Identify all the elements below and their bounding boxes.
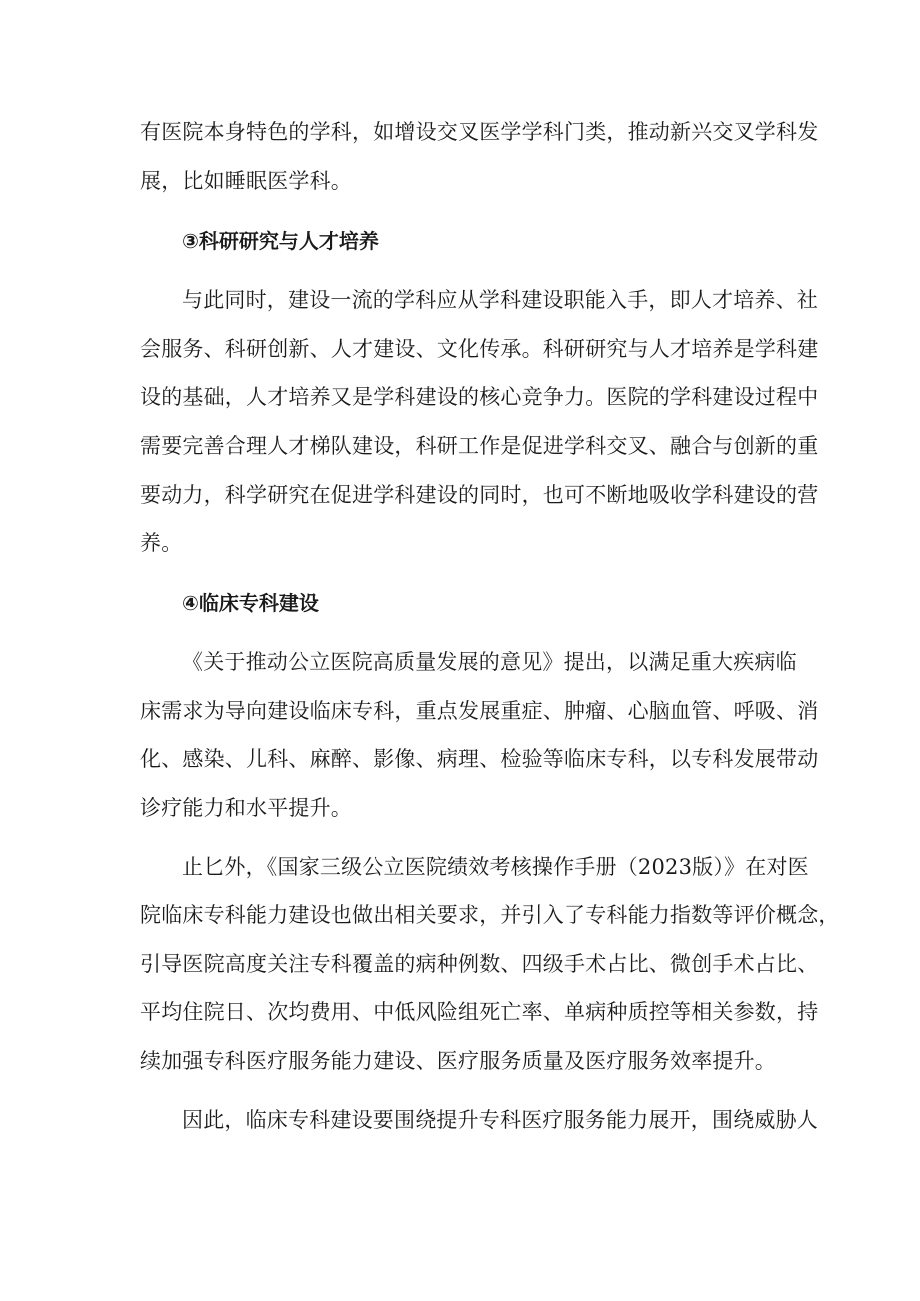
paragraph-line: 因此，临床专科建设要围绕提升专科医疗服务能力展开，围绕威胁人 [182, 1108, 818, 1132]
paragraph-line: 需要完善合理人才梯队建设，科研工作是促进学科交叉、融合与创新的重 [140, 434, 819, 458]
paragraph-line: 续加强专科医疗服务能力建设、医疗服务质量及医疗服务效率提升。 [140, 1049, 776, 1073]
paragraph-line: 与此同时，建设一流的学科应从学科建设职能入手，即人才培养、社 [182, 288, 818, 312]
paragraph-line: 有医院本身特色的学科，如增设交叉医学学科门类，推动新兴交叉学科发 [140, 120, 819, 144]
paragraph-line: 止匕外，《国家三级公立医院绩效考核操作手册（2023版）》在对医 [182, 855, 809, 879]
paragraph-line: 化、感染、儿科、麻醉、影像、病理、检验等临床专科，以专科发展带动 [140, 747, 819, 771]
section-heading: ③科研研究与人才培养 [182, 229, 379, 253]
paragraph-line: 平均住院日、次均费用、中低风险组死亡率、单病种质控等相关参数，持 [140, 1000, 819, 1024]
section-heading: ④临床专科建设 [182, 591, 319, 615]
paragraph-line: 要动力，科学研究在促进学科建设的同时，也可不断地吸收学科建设的营 [140, 483, 819, 507]
paragraph-line: 展，比如睡眠医学科。 [140, 169, 352, 193]
paragraph-line: 《关于推动公立医院高质量发展的意见》提出，以满足重大疾病临 [182, 650, 797, 674]
paragraph-line: 引导医院高度关注专科覆盖的病种例数、四级手术占比、微创手术占比、 [140, 952, 819, 976]
paragraph-line: 院临床专科能力建设也做出相关要求，并引入了专科能力指数等评价概念， [140, 903, 840, 927]
paragraph-line: 诊疗能力和水平提升。 [140, 796, 352, 820]
paragraph-line: 会服务、科研创新、人才建设、文化传承。科研研究与人才培养是学科建 [140, 337, 819, 361]
paragraph-line: 设的基础，人才培养又是学科建设的核心竞争力。医院的学科建设过程中 [140, 385, 819, 409]
paragraph-line: 养。 [140, 531, 183, 555]
paragraph-line: 床需求为导向建设临床专科，重点发展重症、肿瘤、心脑血管、呼吸、消 [140, 699, 819, 723]
